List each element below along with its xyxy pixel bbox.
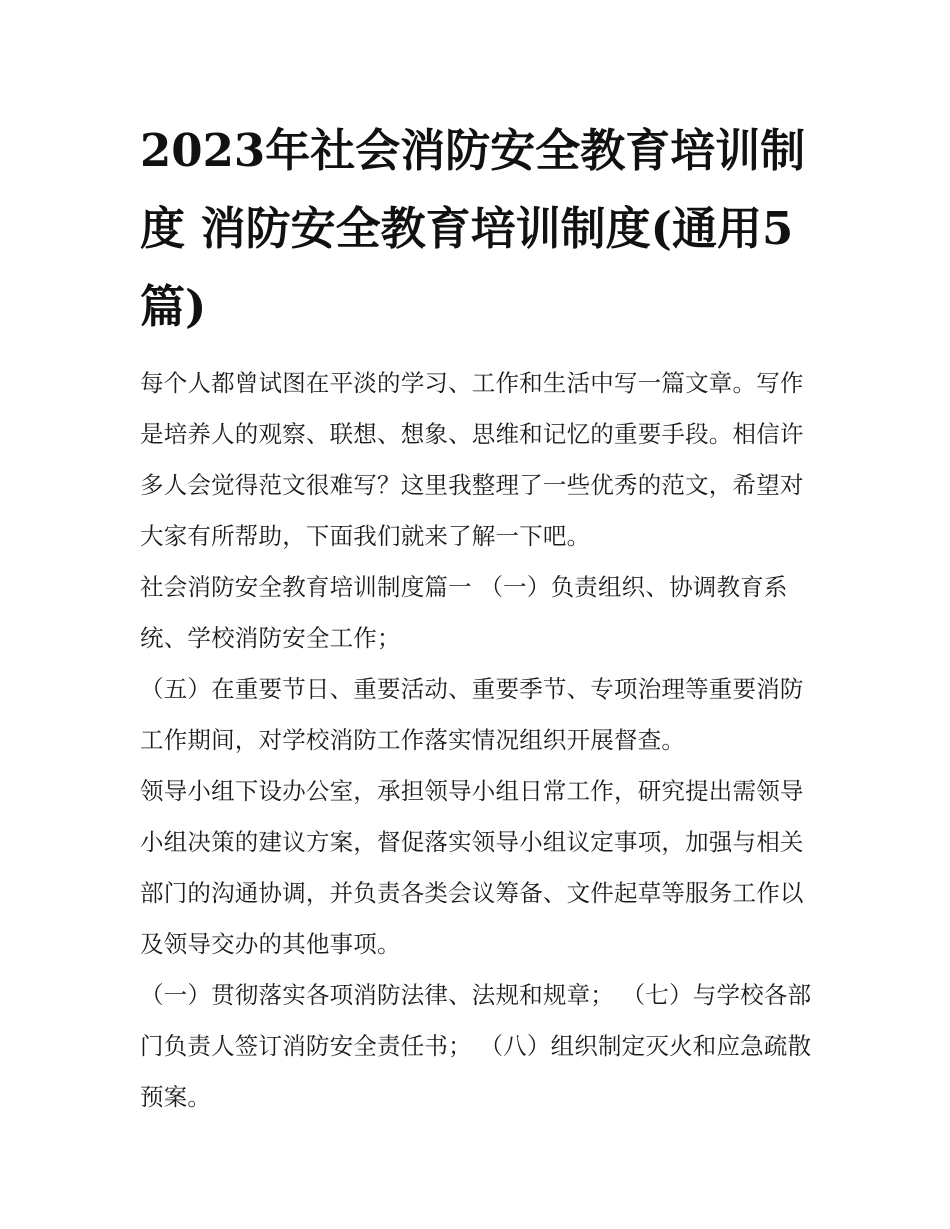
paragraph-section-one: 社会消防安全教育培训制度篇一 （一）负责组织、协调教育系统、学校消防安全工作； bbox=[140, 573, 788, 652]
paragraph-intro: 每个人都曾试图在平淡的学习、工作和生活中写一篇文章。写作是培养人的观察、联想、想象、思维和记忆的重要手段。相信许多人会觉得范文很难写？这里我整理了一些优秀的范文，希望对大家有所帮助，下面我们就来了解一下吧。 bbox=[140, 369, 804, 550]
paragraph-office-duties: 领导小组下设办公室，承担领导小组日常工作，研究提出需领导小组决策的建议方案，督促落实领导小组议定事项，加强与相关部门的沟通协调，并负责各类会议筹备、文件起草等服务工作以及领导交办的其他事项。 bbox=[140, 777, 804, 958]
document-body bbox=[140, 358, 815, 1123]
document-page bbox=[140, 112, 815, 1123]
paragraph-responsibilities: （一）贯彻落实各项消防法律、法规和规章； （七）与学校各部门负责人签订消防安全责任书； （八）组织制定灭火和应急疏散预案。 bbox=[140, 981, 812, 1111]
document-title: 2023年社会消防安全教育培训制度 消防安全教育培训制度(通用5篇) bbox=[140, 124, 806, 333]
paragraph-inspection: （五）在重要节日、重要活动、重要季节、专项治理等重要消防工作期间，对学校消防工作落实情况组织开展督查。 bbox=[140, 675, 804, 754]
